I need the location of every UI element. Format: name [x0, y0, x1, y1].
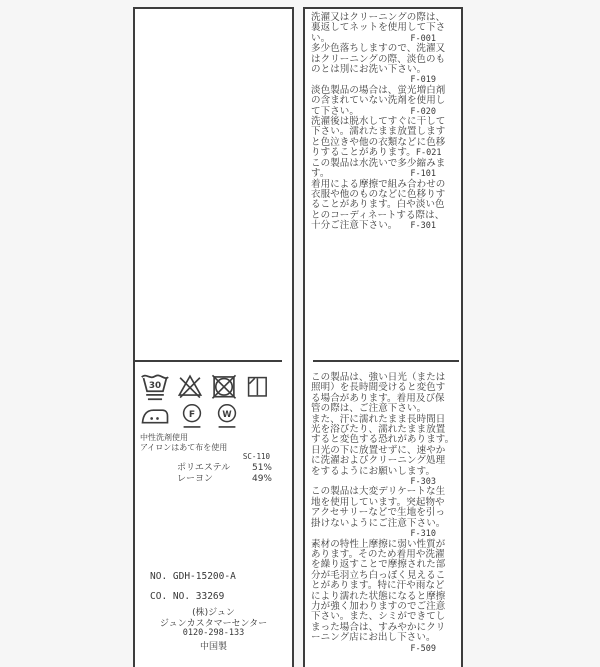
care-text: りすることがあります。: [311, 147, 416, 159]
care-text: 衣服や他のものなどに色移りす: [311, 188, 446, 200]
do-not-tumble-dry-icon: [210, 370, 238, 402]
care-code: F-020: [410, 106, 436, 117]
care-text: る場合があります。着用及び保: [311, 392, 445, 404]
care-text: この製品は、強い日光（または: [311, 372, 446, 383]
care-text: 地を使用しています。突起物や: [311, 496, 445, 508]
care-text-line: [311, 529, 449, 539]
do-not-bleach-icon: [176, 370, 204, 402]
care-text: はクリーニングの際、淡色のも: [311, 53, 446, 65]
care-text: また、汗に濡れたまま長時間日: [311, 413, 446, 425]
care-instructions-panel: [303, 7, 463, 667]
care-notes: [140, 433, 227, 453]
care-text: のとは別にお洗い下さい。: [311, 64, 427, 76]
company-name: (株)ジュン: [192, 608, 235, 618]
care-symbols-row-2: [140, 402, 240, 432]
care-text: すると変色する恐れがあります。: [311, 434, 455, 446]
care-text: 管の際は、ご注意下さい。: [311, 403, 427, 415]
care-text: に洗濯およびクリーニング処理: [311, 455, 446, 467]
material-name: レーヨン: [177, 473, 214, 484]
care-text: 着用による摩擦で組み合わせの: [311, 178, 446, 190]
care-text: 多少色落ちしますので、洗濯又: [311, 43, 446, 55]
care-code: F-303: [410, 477, 436, 488]
care-text: す。: [311, 168, 330, 180]
care-note-iron-cloth: アイロンはあて布を使用: [140, 443, 228, 452]
customer-center-name: ジュンカスタマーセンター: [159, 619, 268, 629]
wash-30-very-gentle-icon: [140, 370, 170, 402]
country-of-origin: 中国製: [199, 642, 227, 652]
composition-row: [177, 474, 272, 485]
care-text-line: [311, 65, 449, 75]
care-text: まった場合は、すみやかにクリ: [311, 621, 446, 633]
care-code: F-101: [410, 169, 436, 180]
material-name: ポリエステル: [177, 463, 231, 473]
care-text: 分が毛羽立ち白っぽく見えるこ: [311, 569, 446, 581]
care-text: と色泣きや他の衣類などに色移: [311, 136, 446, 148]
care-text: 十分ご注意下さい。: [311, 220, 398, 232]
fabric-composition-list: [177, 463, 272, 485]
lot-number: CO. NO. 33269: [150, 591, 225, 602]
care-code: F-019: [410, 75, 436, 86]
care-text: をするようにお願いします。: [311, 465, 436, 477]
care-text: 日光の下に放置せずに、速やか: [311, 444, 446, 456]
material-percent: 49%: [251, 473, 272, 484]
wet-clean-gentle-icon: [214, 402, 240, 432]
care-text-line: [311, 221, 449, 231]
quality-code: SC-110: [242, 452, 270, 461]
item-number: NO. GDH-15200-A: [150, 571, 236, 582]
care-text: この製品は水洗いで多少縮みま: [311, 157, 446, 169]
care-text: 裏返してネットを使用して下さ: [311, 22, 446, 34]
care-text: 素材の特性上摩擦に弱い性質が: [311, 538, 446, 550]
care-text-line: [311, 159, 449, 169]
left-panel-divider: [135, 360, 282, 362]
care-text: て下さい。: [311, 105, 360, 117]
care-text: 光を浴びたり、濡れたまま放置: [311, 424, 446, 436]
care-text-line: [311, 581, 449, 591]
iron-medium-heat-icon: [140, 402, 170, 430]
care-text: 洗濯又はクリーニングの際は、: [311, 12, 446, 23]
care-text: ーニング店にお出し下さい。: [311, 632, 436, 644]
right-panel-divider: [313, 360, 459, 362]
care-text: により濡れた状態になると摩擦: [311, 590, 446, 602]
care-text: い。: [311, 32, 331, 44]
composition-row: [177, 463, 272, 474]
care-code: F-301: [410, 221, 436, 232]
care-code: F-509: [410, 643, 436, 654]
care-text: アクセサリーなどで生地を引っ: [311, 507, 446, 519]
dry-clean-petroleum-gentle-icon: [179, 402, 205, 432]
care-text-line: [311, 644, 449, 654]
caution-instructions-block: [311, 372, 455, 654]
care-text: の含まれていない洗剤を使用し: [311, 95, 446, 107]
care-text-line: [311, 169, 449, 179]
care-text: 下さい。また、シミができてし: [311, 611, 446, 623]
svg-text:W: W: [222, 409, 232, 419]
care-text: 照明）を長時間受けると変色す: [311, 382, 446, 394]
care-code: F-021: [415, 148, 442, 159]
care-text: この製品は大変デリケートな生: [311, 486, 446, 498]
hang-dry-in-shade-icon: [244, 370, 270, 402]
care-symbol-panel: [133, 7, 294, 667]
washing-instructions-block: [311, 13, 449, 232]
care-code: F-310: [410, 529, 436, 540]
care-text: 淡色製品の場合は、蛍光増白剤: [311, 84, 446, 96]
care-text: を繰り返すことで摩擦された部: [311, 559, 446, 571]
care-text: あります。そのため着用や洗濯: [311, 548, 445, 560]
care-text-line: [311, 467, 449, 477]
care-code: F-001: [410, 33, 436, 44]
care-text-line: [311, 23, 449, 33]
care-text: 下さい。濡れたまま放置します: [311, 126, 446, 138]
care-text-line: [311, 519, 449, 529]
care-text: ることがあります。白や淡い色: [311, 199, 445, 211]
care-text: とのコーディネートする際は、: [311, 209, 445, 221]
care-text-line: [311, 633, 449, 643]
care-text: 力が強く加わりますのでご注意: [311, 600, 446, 612]
care-symbols-row-1: [140, 370, 270, 402]
svg-text:F: F: [188, 409, 196, 420]
customer-center-phone: 0120-298-133: [182, 628, 245, 638]
care-note-detergent: 中性洗剤使用: [140, 433, 188, 442]
care-text: とがあります。特に汗や雨など: [311, 580, 445, 592]
material-percent: 51%: [251, 463, 272, 473]
svg-text:30: 30: [148, 380, 162, 391]
care-text: 掛けないようにご注意下さい。: [311, 517, 446, 529]
care-text: 洗濯後は脱水してすぐに干して: [311, 116, 446, 128]
